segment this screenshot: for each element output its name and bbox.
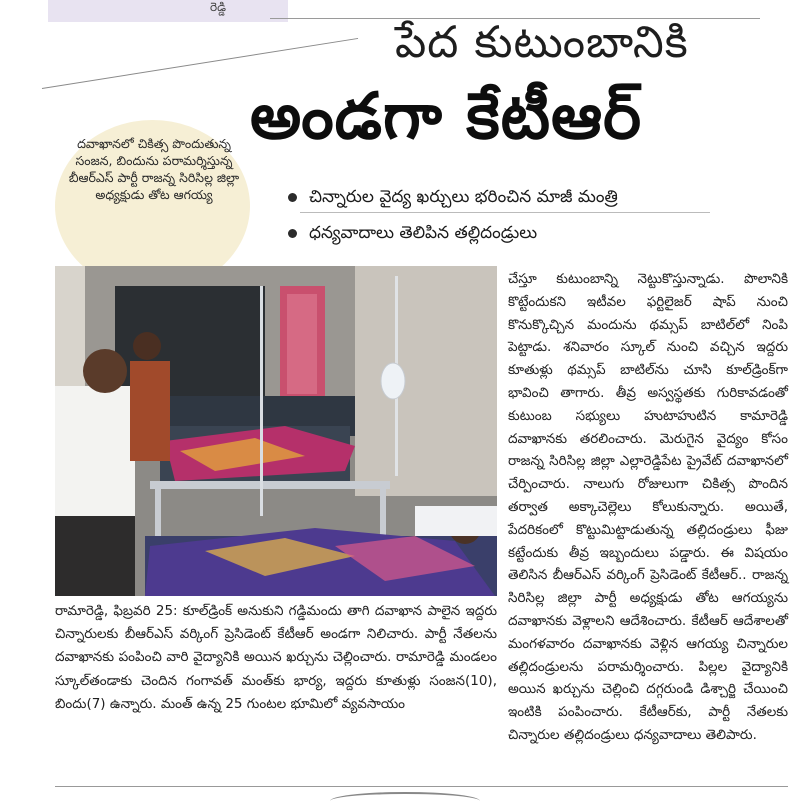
top-remnant-text: రెడ్డి: [210, 0, 226, 14]
highlight-text: ధన్యవాదాలు తెలిపిన తల్లిదండ్రులు: [309, 223, 538, 243]
article-paragraph: రామారెడ్డి, ఫిబ్రవరి 25: కూల్‌డ్రింక్ అనుకుని గడ్డిమందు తాగి దవాఖాన పాలైన ఇద్దరు చిన్నారులకు బీఆర్ఎస్ వర్కింగ్ ప్రెసిడెంట్ కేటీఆర్ అండగా నిలిచారు. పార్టీ నేతలను దవాఖానకు పంపించి వారి వైద్యానికి అయిన ఖర్చును చెల్లించారు. రామారెడ్డి మండలం స్కూల్‌తండాకు చెందిన గంగావత్ మంత్‌కు భార్య, ఇద్దరు కూతుళ్లు సంజన(10), బిందు(7) ఉన్నారు. మంత్ ఉన్న 25 గుంటల భూమిలో వ్యవసాయం: [55, 603, 497, 712]
highlight-divider: [300, 212, 710, 213]
bottom-ornament: [330, 792, 480, 810]
article-column-right: [508, 268, 788, 747]
headline-kicker: పేద కుటుంబానికి: [395, 17, 689, 68]
highlight-item: [288, 184, 788, 210]
top-remnant-strip: [48, 0, 288, 22]
bullet-icon: [288, 229, 297, 238]
bullet-icon: [288, 193, 297, 202]
headline: అండగా కేటీఆర్: [250, 80, 643, 154]
news-photo: [55, 266, 497, 596]
photo-caption: దవాఖానలో చికిత్స పొందుతున్న సంజన, బిందును పరామర్శిస్తున్న బీఆర్ఎస్ పార్టీ రాజన్న సిరిసిల్ల జిల్లా అధ్యక్షుడు తోట ఆగయ్య: [68, 136, 240, 202]
article-paragraph: చేస్తూ కుటుంబాన్ని నెట్టుకొస్తున్నాడు. పొలానికి కొట్టేందుకని ఇటీవల ఫర్టిలైజర్ షాప్ నుంచి కొనుక్కొచ్చిన మందును థమ్సప్ బాటిల్‌లో నింపి పెట్టాడు. శనివారం స్కూల్ నుంచి వచ్చిన ఇద్దరు కూతుళ్లు థమ్సప్ బాటిల్‌ను చూసి కూల్‌డ్రింక్‌గా భావించి తాగారు. తీవ్ర అస్వస్థతకు గురికావడంతో కుటుంబ సభ్యులు హుటాహుటిన కామారెడ్డి దవాఖానకు తరలించారు. మెరుగైన వైద్యం కోసం రాజన్న సిరిసిల్ల జిల్లా ఎల్లారెడ్డిపేట ప్రైవేట్ దవాఖానలో చేర్పించారు. నాలుగు రోజులుగా చికిత్స పొందిన తర్వాత అక్కాచెల్లెలు కోలుకున్నారు. అయితే, పేదరికంలో కొట్టుమిట్టాడుతున్న తల్లిదండ్రులు ఫీజు కట్టేందుకు తీవ్ర ఇబ్బందులు పడ్డారు. ఈ విషయం తెలిసిన బీఆర్ఎస్ వర్కింగ్ ప్రెసిడెంట్ కేటీఆర్.. రాజన్న సిరిసిల్ల జిల్లా పార్టీ అధ్యక్షుడు తోట ఆగయ్యను దవాఖానకు వెళ్లాలని ఆదేశించారు. కేటీఆర్ ఆదేశాలతో మంగళవారం దవాఖానకు వెళ్లిన ఆగయ్య చిన్నారుల తల్లిదండ్రులను పరామర్శించారు. పిల్లల వైద్యానికి అయిన ఖర్చును చెల్లించి దగ్గరుండి డిశ్చార్జి చేయించి ఇంటికి పంపించారు. కేటీఆర్‌కు, పార్టీ నేతలకు చిన్నారుల తల్లిదండ్రులు ధన్యవాదాలు తెలిపారు.: [508, 271, 788, 743]
highlight-text: చిన్నారుల వైద్య ఖర్చులు భరించిన మాజీ మంత్రి: [309, 187, 618, 207]
article-column-left: [55, 600, 497, 716]
hospital-scene-image: [55, 266, 497, 596]
highlight-item: [288, 220, 788, 246]
bottom-divider: [55, 786, 788, 787]
